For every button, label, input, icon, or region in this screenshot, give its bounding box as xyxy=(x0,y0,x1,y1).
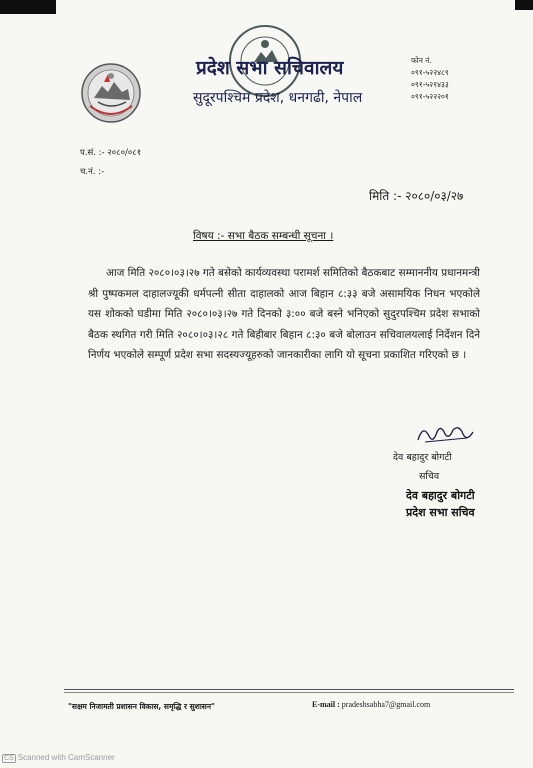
notice-subject: विषय :- सभा बैठक सम्बन्धी सूचना । xyxy=(193,230,334,242)
title-stamp: प्रदेश सभा सचिव xyxy=(406,506,475,519)
scan-corner-shadow-right xyxy=(515,0,533,10)
office-title: प्रदेश सभा सचिवालय xyxy=(196,57,344,79)
email-label: E-mail : xyxy=(312,700,340,709)
dispatch-number: च.नं. :- xyxy=(80,167,105,177)
email-address[interactable]: pradeshsabha7@gmail.com xyxy=(341,700,431,709)
name-stamp: देव बहादुर बोगटी xyxy=(406,489,475,502)
footer-divider xyxy=(64,689,514,690)
watermark-text: Scanned with CamScanner xyxy=(17,753,115,762)
notice-date: मिति :- २०८०/०३/२७ xyxy=(369,189,464,203)
phone-number: ०९१-५२१४३३ xyxy=(411,80,449,89)
phone-list xyxy=(411,55,449,103)
signer-title: सचिव xyxy=(419,471,440,482)
office-address: सुदूरपश्चिम प्रदेश, धनगढी, नेपाल xyxy=(193,90,363,106)
phone-label: फोन नं. xyxy=(411,56,432,65)
scan-corner-shadow xyxy=(0,0,56,14)
notice-body: आज मिति २०८०।०३।२७ गते बसेको कार्यव्यवस्था परामर्श समितिको बैठकबाट सम्माननीय प्रधानमन्त्री श्री पुष्पकमल दाहालज्यूकी धर्मपत्नी सीता दाहालको आज बिहान ८:३३ बजे असामयिक निधन भएकोले यस शोकको घडीमा मिति २०८०।०३।२७ गते दिनको ३:०० बजे बस्ने भनिएको सुदुरपश्चिम प्रदेश सभाको बैठक स्थगित गरी मिति २०८०।०३।२८ गते बिहीबार बिहान ८:३० बजे बोलाउन सचिवालयलाई निर्देशन दिने निर्णय भएकोले सम्पूर्ण प्रदेश सभा सदस्यज्यूहरुको जानकारीका लागि यो सूचना प्रकाशित गरिएको छ । xyxy=(88,267,480,362)
camscanner-badge-icon: CS xyxy=(4,755,14,762)
handwritten-signature xyxy=(415,418,477,448)
footer-motto: "सक्षम निजामती प्रशासन विकास, समृद्धि र सुशासन" xyxy=(68,702,215,711)
phone-number: ०९१-५२२२०१ xyxy=(411,92,449,101)
nepal-emblem-logo xyxy=(80,62,142,124)
reference-number: प.सं. :- २०८०/०८१ xyxy=(80,148,142,158)
phone-number: ०९१-५२२४८९ xyxy=(411,68,449,77)
footer-email xyxy=(312,700,430,709)
scanner-watermark xyxy=(2,753,115,763)
footer-divider-thin xyxy=(64,692,514,693)
signer-name: देव बहादुर बोगटी xyxy=(393,452,452,463)
